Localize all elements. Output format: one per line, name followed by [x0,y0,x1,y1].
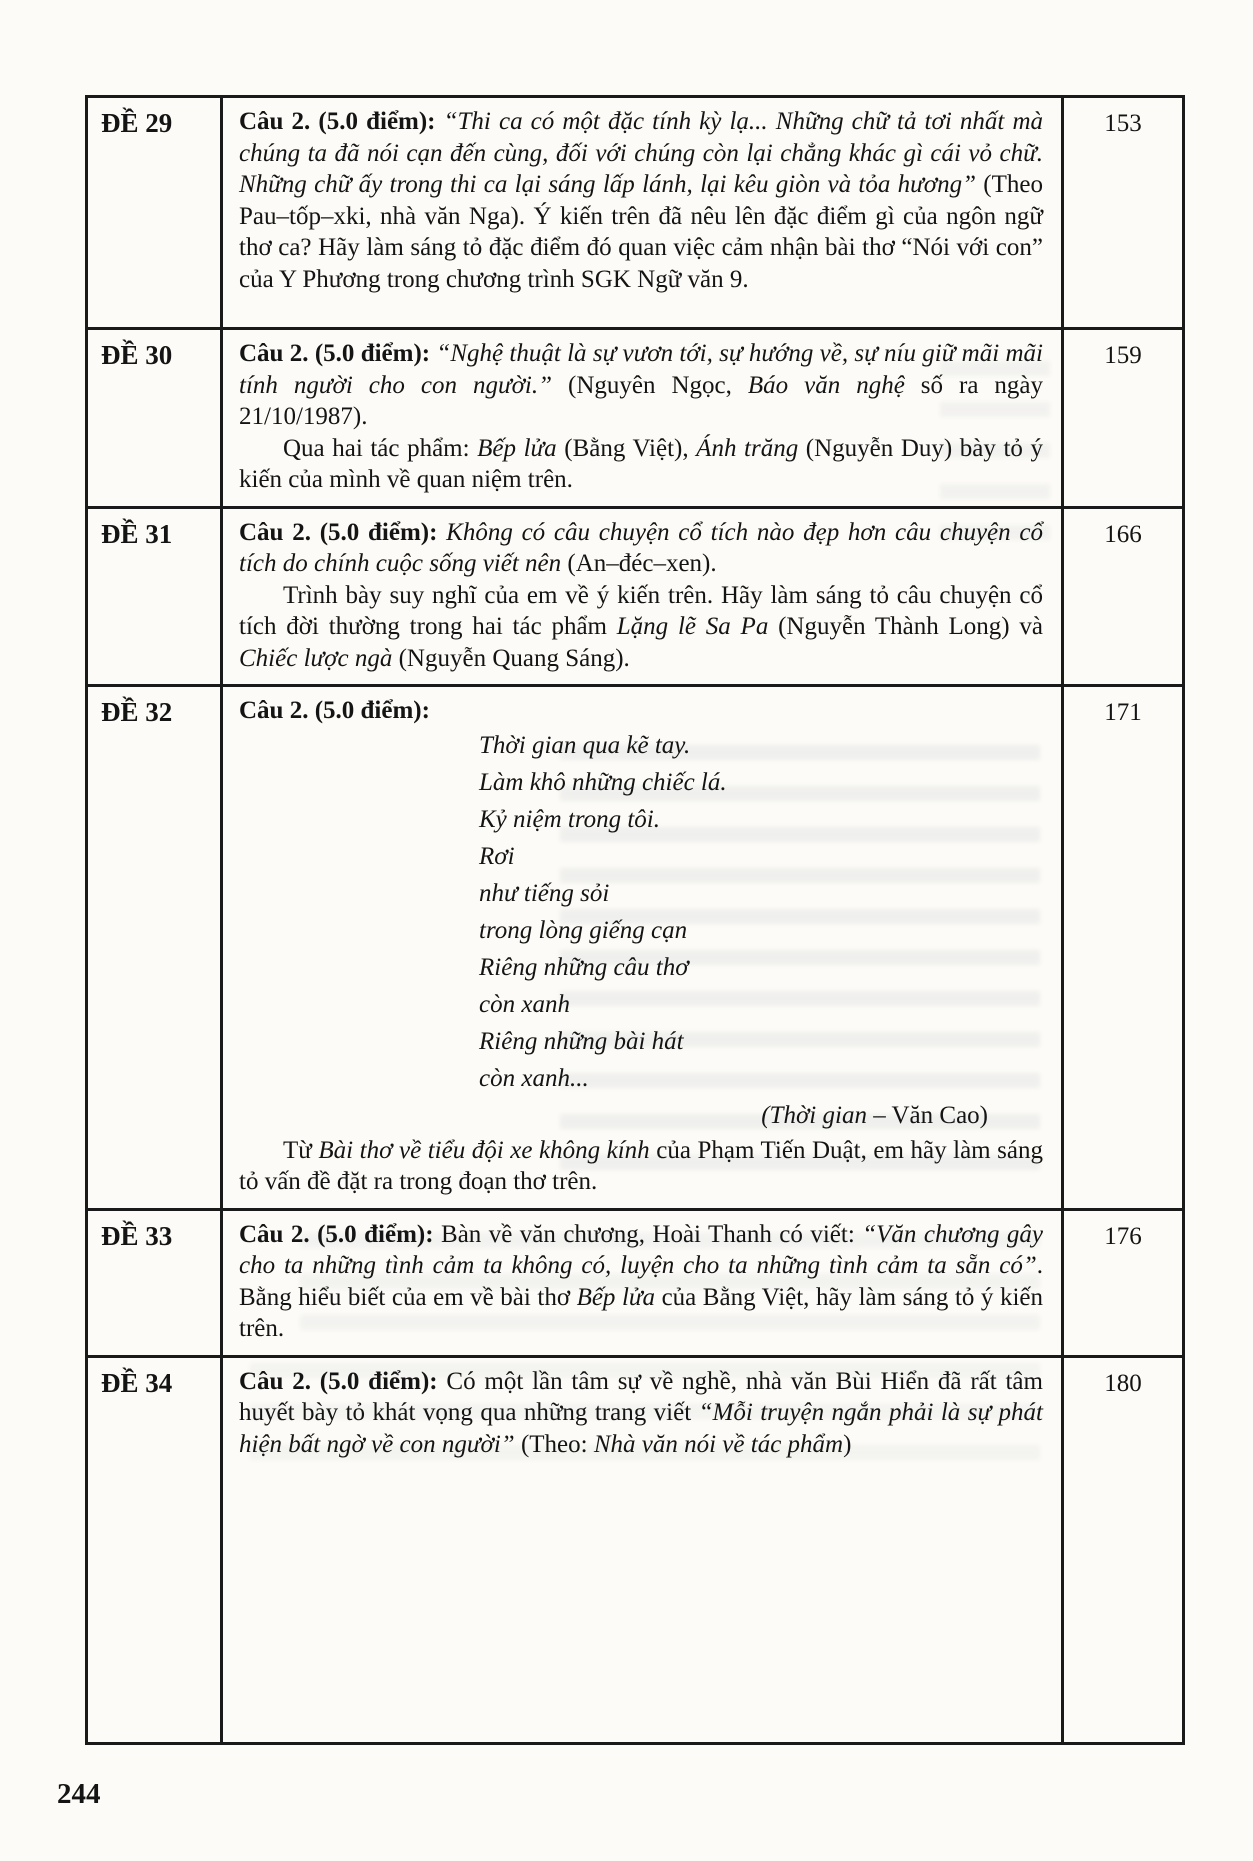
page-reference: 159 [1104,342,1142,369]
poem-line: Rơi [479,842,515,870]
question-cell [223,1211,1064,1355]
poem-line: Riêng những bài hát [479,1027,684,1055]
text-segment: Chiếc lược ngà [239,644,393,672]
text-segment: (Nguyên Ngọc, [552,371,748,399]
page-reference: 166 [1104,520,1142,548]
poem-line: còn xanh [479,990,570,1018]
question-paragraph [239,517,1043,580]
text-segment: Không có câu chuyện cổ tích nào đẹp hơn câu chuyện cổ tích do chính cuộc sống viết nên [239,518,1043,577]
text-segment: (Thời gian [761,1101,867,1129]
exam-number-label: ĐỀ 29 [88,98,223,327]
question-paragraph [239,1135,1043,1198]
text-segment: của Phạm Tiến Duật, em hãy làm sáng tỏ vấn đề đặt ra trong đoạn thơ trên. [239,1136,1043,1195]
text-segment: Lặng lẽ Sa Pa [616,613,769,640]
page-reference: 180 [1104,1369,1142,1397]
question-paragraph [239,106,1043,295]
exam-number-label: ĐỀ 32 [88,687,223,1208]
text-segment: (An–đéc–xen). [561,550,717,577]
table-row [88,684,1182,1208]
question-cell [223,330,1064,506]
question-cell [223,509,1064,685]
text-segment: “Nghệ thuật là sự vươn tới, sự hướng về, sự níu giữ mãi mãi tính người cho con người.” [239,340,1043,399]
question-cell [223,98,1064,327]
text-segment: Câu 2. (5.0 điểm): [239,1220,442,1248]
text-segment: “Văn chương gây cho ta những tình cảm ta không có, luyện cho ta những tình cảm ta sẵn có” [239,1220,1043,1279]
text-segment: . Bằng hiểu biết của em về bài thơ [239,1252,1043,1311]
text-segment: Bài thơ về tiểu đội xe không kính [318,1136,650,1164]
text-segment: (Nguyễn Quang Sáng). [392,644,630,672]
text-segment: Câu 2. (5.0 điểm): [239,1367,447,1395]
text-segment: Từ [283,1136,319,1164]
text-segment: Câu 2. (5.0 điểm): [239,108,444,135]
exam-number-label: ĐỀ 30 [88,330,223,506]
poem-line: Riêng những câu thơ [479,953,689,981]
table-row [88,327,1182,506]
question-cell [223,1358,1064,1743]
text-segment: Trình bày suy nghĩ của em về ý kiến trên. Hãy làm sáng tỏ câu chuyện cổ tích đời thường trong hai tác phẩm [239,581,1043,640]
footer-page-number: 244 [57,1778,101,1810]
text-segment: Câu 2. (5.0 điểm): [239,697,430,724]
poem-line: Làm khô những chiếc lá. [479,768,727,796]
poem-line: Thời gian qua kẽ tay. [479,731,691,759]
text-segment: Bếp lửa [576,1283,656,1311]
exam-number-label: ĐỀ 33 [88,1211,223,1355]
text-segment: Bếp lửa [477,434,557,462]
exam-index-table [85,95,1185,1745]
text-segment: Có một lần tâm sự về nghề, nhà văn Bùi Hiển đã rất tâm huyết bày tỏ khát vọng qua những trang viết [239,1367,1043,1426]
question-paragraph [239,433,1043,496]
question-paragraph [239,338,1043,433]
text-segment: – Văn Cao) [866,1101,988,1129]
poem-line: như tiếng sỏi [479,879,610,907]
poem-line: Kỷ niệm trong tôi. [479,805,661,833]
text-segment: Qua hai tác phẩm: [283,434,478,462]
text-segment: Câu 2. (5.0 điểm): [239,518,447,546]
text-segment: của Bằng Việt, hãy làm sáng tỏ ý kiến trên. [239,1283,1043,1342]
page-reference: 176 [1104,1222,1142,1250]
text-segment: ) [843,1430,852,1458]
text-segment: “Mỗi truyện ngắn phải là sự phát hiện bất ngờ về con người” [239,1399,1043,1458]
table-row [88,506,1182,685]
text-segment: Báo văn nghệ [747,371,905,399]
table-row [88,1208,1182,1355]
question-paragraph [239,1366,1043,1461]
exam-number-label: ĐỀ 31 [88,509,223,685]
text-segment: số ra ngày 21/10/1987). [239,371,1043,430]
text-segment: “Thi ca có một đặc tính kỳ lạ... Những chữ tả tơi nhất mà chúng ta đã nói cạn đến cùng, đối với chúng còn lại chẳng khác gì cái vỏ chữ. Những chữ ấy trong thi ca lại sáng lấp lánh, lại kêu giòn và tỏa hương” [239,108,1043,198]
text-segment: (Nguyễn Thành Long) và [768,613,1044,640]
poem-attribution [239,1097,1043,1135]
question-paragraph [239,580,1043,675]
text-segment: (Theo: [514,1430,594,1458]
page-reference: 171 [1104,699,1142,726]
question-cell [223,687,1064,1208]
text-segment: (Theo Pau–tốp–xki, nhà văn Nga). Ý kiến trên đã nêu lên đặc điểm gì của ngôn ngữ thơ ca? Hãy làm sáng tỏ đặc điểm đó quan việc cảm nhận bài thơ “Nói với con” của Y Phương trong chương trình SGK Ngữ văn 9. [239,171,1043,293]
table-row [88,98,1182,327]
table-row [88,1355,1182,1743]
poem-line: trong lòng giếng cạn [479,916,688,944]
text-segment: Ánh trăng [696,434,799,462]
page-reference: 153 [1104,110,1142,137]
exam-number-label: ĐỀ 34 [88,1358,223,1743]
text-segment: (Bằng Việt), [556,434,697,462]
question-paragraph [239,695,1043,727]
poem-line: còn xanh... [479,1064,589,1092]
question-paragraph [239,1219,1043,1345]
text-segment: Bàn về văn chương, Hoài Thanh có viết: [441,1220,863,1248]
text-segment: (Nguyễn Duy) bày tỏ ý kiến của mình về quan niệm trên. [239,434,1043,493]
text-segment: Câu 2. (5.0 điểm): [239,340,437,367]
text-segment: Nhà văn nói về tác phẩm [593,1430,844,1458]
